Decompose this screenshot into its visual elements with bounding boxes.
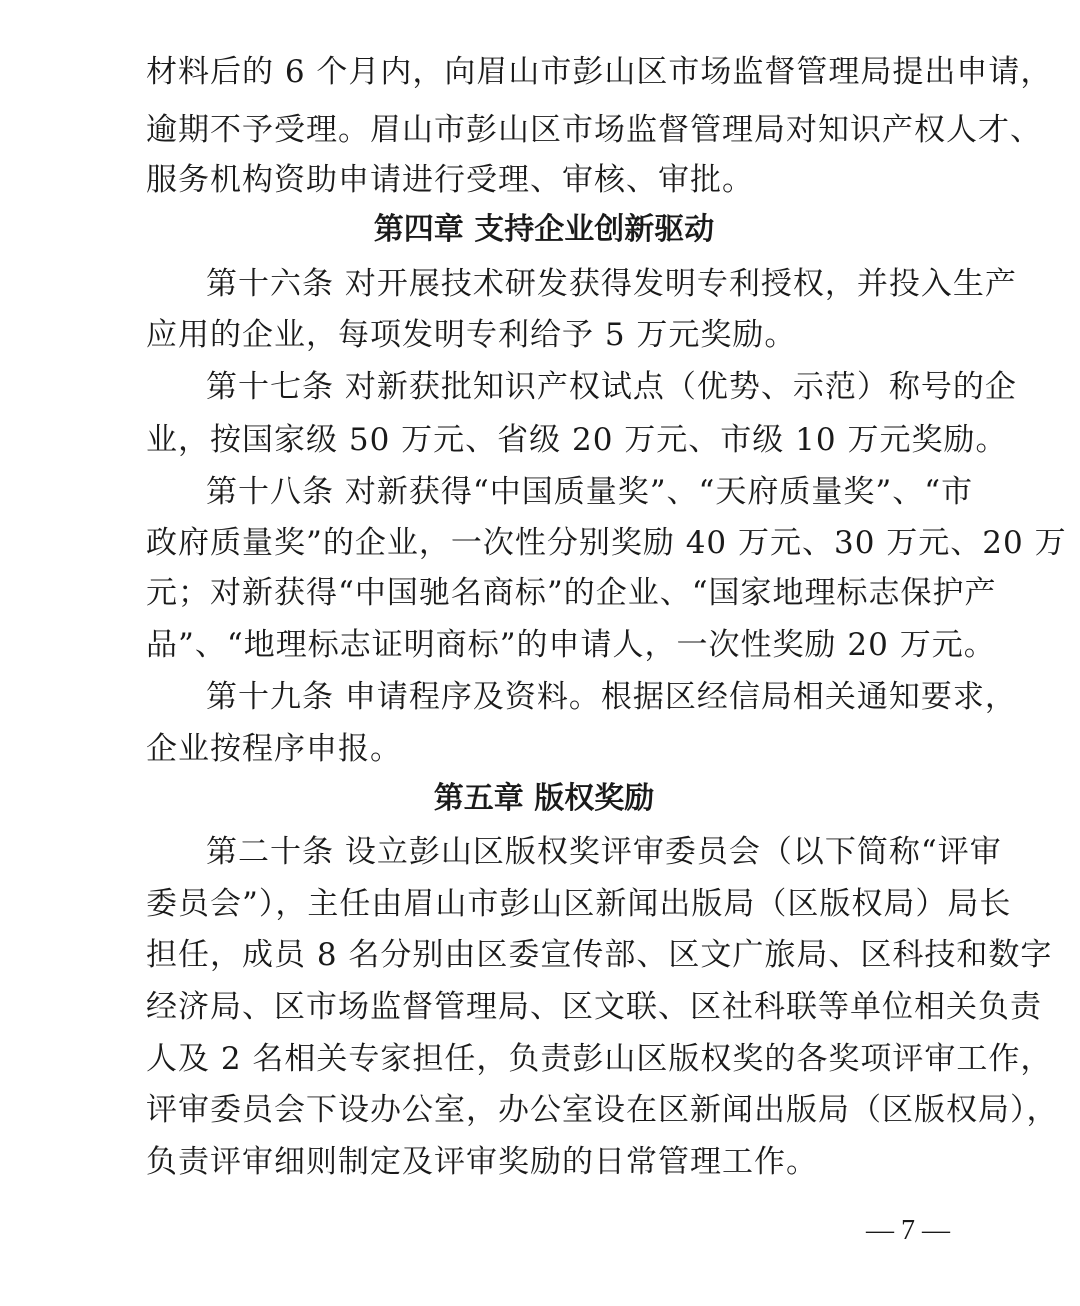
paragraph-line: 品”、“地理标志证明商标”的申请人，一次性奖励 20 万元。 xyxy=(146,627,996,663)
paragraph-line: 政府质量奖”的企业，一次性分别奖励 40 万元、30 万元、20 万 xyxy=(146,525,1067,561)
paragraph-line: 第十六条 对开展技术研发获得发明专利授权，并投入生产 xyxy=(206,266,1017,302)
paragraph-line: 材料后的 6 个月内，向眉山市彭山区市场监督管理局提出申请， xyxy=(146,54,1053,90)
paragraph-line: 人及 2 名相关专家担任，负责彭山区版权奖的各奖项评审工作， xyxy=(146,1041,1053,1077)
paragraph-line: 担任，成员 8 名分别由区委宣传部、区文广旅局、区科技和数字 xyxy=(146,937,1053,973)
paragraph-line: 服务机构资助申请进行受理、审核、审批。 xyxy=(146,162,754,198)
paragraph-line: 第二十条 设立彭山区版权奖评审委员会（以下简称“评审 xyxy=(206,834,1002,870)
page-number: — 7 — xyxy=(866,1215,950,1246)
paragraph-line: 逾期不予受理。眉山市彭山区市场监督管理局对知识产权人才、 xyxy=(146,112,1042,148)
paragraph-line: 委员会”），主任由眉山市彭山区新闻出版局（区版权局）局长 xyxy=(146,886,1012,922)
paragraph-line: 第十八条 对新获得“中国质量奖”、“天府质量奖”、“市 xyxy=(206,474,974,510)
paragraph-line: 元；对新获得“中国驰名商标”的企业、“国家地理标志保护产 xyxy=(146,575,997,611)
paragraph-line: 经济局、区市场监督管理局、区文联、区社科联等单位相关负责 xyxy=(146,989,1042,1025)
chapter-heading: 第五章 版权奖励 xyxy=(433,781,655,816)
paragraph-line: 负责评审细则制定及评审奖励的日常管理工作。 xyxy=(146,1144,818,1180)
chapter-heading: 第四章 支持企业创新驱动 xyxy=(373,212,715,247)
paragraph-line: 企业按程序申报。 xyxy=(146,731,402,767)
paragraph-line: 业，按国家级 50 万元、省级 20 万元、市级 10 万元奖励。 xyxy=(146,422,1008,458)
paragraph-line: 评审委员会下设办公室，办公室设在区新闻出版局（区版权局）， xyxy=(146,1092,1059,1128)
paragraph-line: 第十九条 申请程序及资料。根据区经信局相关通知要求， xyxy=(206,679,1017,715)
paragraph-line: 应用的企业，每项发明专利给予 5 万元奖励。 xyxy=(146,317,797,353)
paragraph-line: 第十七条 对新获批知识产权试点（优势、示范）称号的企 xyxy=(206,369,1017,405)
